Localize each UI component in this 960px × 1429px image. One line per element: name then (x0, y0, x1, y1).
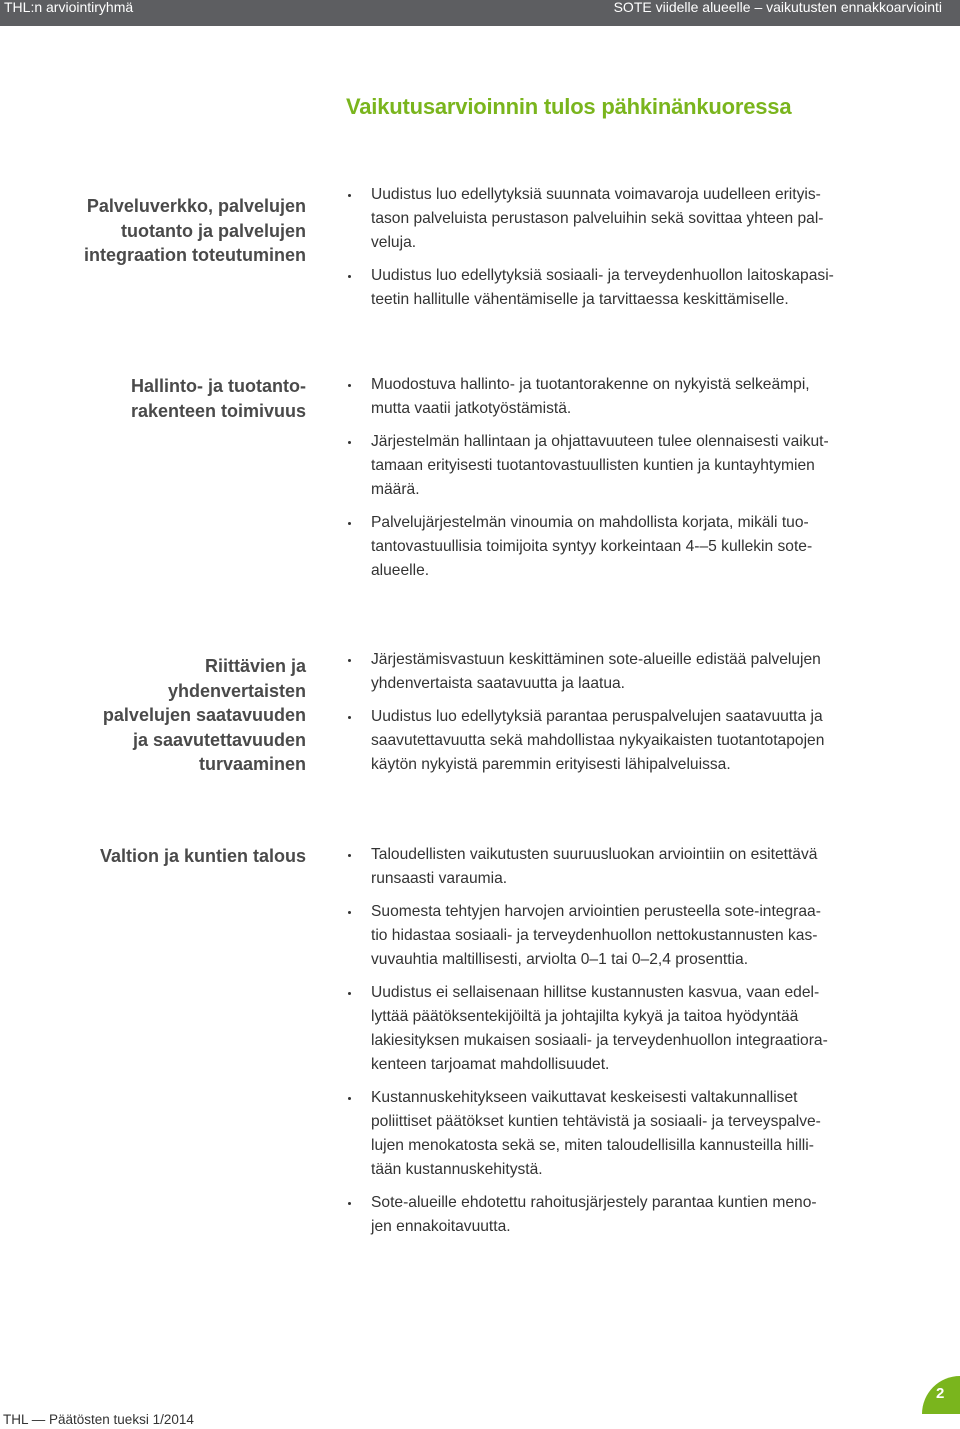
page-title: Vaikutusarvioinnin tulos pähkinänkuoressa (346, 94, 792, 119)
bullet-icon (348, 911, 351, 914)
section-heading (40, 194, 306, 268)
bullet-text-line: runsaasti varaumia. (371, 870, 508, 887)
bullet-item (348, 511, 894, 583)
section-heading-line: Riittävien ja (204, 656, 306, 676)
section-heading-line: rakenteen toimivuus (130, 400, 306, 421)
bullet-text-line: tamaan erityisesti tuotantovastuullisten kuntien ja kuntayhtymien (371, 457, 815, 474)
bullet-icon (348, 441, 351, 444)
bullet-text-line: Järjestämisvastuun keskittäminen sote-alueille edistää palvelujen (371, 651, 821, 668)
footer-publication: THL — Päätösten tueksi 1/2014 (3, 1412, 194, 1427)
bullet-text-line: tään kustannuskehitystä. (371, 1161, 543, 1178)
bullet-icon (348, 659, 351, 662)
section-heading (40, 844, 306, 869)
bullet-text-line: poliittiset päätökset kuntien tehtävistä ja sosiaali- ja terveyspalve- (371, 1113, 821, 1130)
section-heading (40, 374, 306, 423)
header-bar (0, 0, 960, 26)
bullet-item (348, 981, 894, 1077)
bullet-text-line: vuvauhtia maltillisesti, arviolta 0–1 tai 0–2,4 prosenttia. (371, 951, 749, 968)
bullet-icon (348, 716, 351, 719)
bullet-text-line: Uudistus luo edellytyksiä suunnata voimavaroja uudelleen erityis- (371, 186, 821, 203)
bullet-text-line: Muodostuva hallinto- ja tuotantorakenne on nykyistä selkeämpi, (371, 376, 810, 393)
bullet-text-line: yhdenvertaista saatavuutta ja laatua. (371, 675, 625, 692)
section-heading-line: tuotanto ja palvelujen (120, 220, 306, 241)
page-number-badge (922, 1376, 960, 1414)
bullet-text-line: Kustannuskehitykseen vaikuttavat keskeisesti valtakunnalliset (371, 1089, 798, 1106)
bullet-text-line: alueelle. (371, 562, 430, 579)
section-heading-line: ja saavutettavuuden (132, 729, 306, 750)
bullet-text-line: teetin hallitulle vähentämiselle ja tarvittaessa keskittämiselle. (371, 291, 789, 308)
section-heading-line: palvelujen saatavuuden (102, 705, 306, 725)
bullet-text-line: lakiesityksen mukaisen sosiaali- ja terveydenhuollon integraatiora- (371, 1032, 828, 1049)
bullet-icon (348, 384, 351, 387)
bullet-text-line: määrä. (371, 481, 420, 498)
bullet-text-line: lujen menokatosta sekä se, miten taloudellisilla kannusteilla hilli- (371, 1137, 814, 1154)
bullet-text-line: Uudistus ei sellaisenaan hillitse kustannusten kasvua, vaan edel- (371, 984, 820, 1001)
bullet-text-line: Uudistus luo edellytyksiä sosiaali- ja terveydenhuollon laitoskapasi- (371, 267, 834, 284)
bullet-text-line: tio hidastaa sosiaali- ja terveydenhuollon nettokustannusten kas- (371, 927, 818, 944)
bullet-item (348, 430, 894, 502)
bullet-list (348, 183, 894, 312)
bullet-text-line: tantovastuullisia toimijoita syntyy korkeintaan 4-–5 kullekin sote- (371, 538, 813, 555)
section-heading-line: integraation toteutuminen (84, 245, 306, 265)
header-report-title: SOTE viidelle alueelle – vaikutusten ennakkoarviointi (613, 0, 942, 15)
bullet-text-line: tason palveluista perustason palveluihin sekä sovittaa yhteen pal- (371, 210, 824, 227)
bullet-text-line: Sote-alueille ehdotettu rahoitusjärjestely parantaa kuntien meno- (371, 1194, 817, 1211)
bullet-text-line: saavutettavuutta sekä mahdollistaa nykyaikaisten tuotantotapojen (371, 732, 825, 749)
bullet-text-line: mutta vaatii jatkotyöstämistä. (371, 400, 572, 417)
bullet-list (348, 648, 894, 777)
bullet-item (348, 264, 894, 312)
bullet-item (348, 183, 894, 255)
bullet-item (348, 1086, 894, 1182)
bullet-text-line: Uudistus luo edellytyksiä parantaa peruspalvelujen saatavuutta ja (371, 708, 823, 725)
bullet-icon (348, 275, 351, 278)
bullet-icon (348, 1202, 351, 1205)
bullet-icon (348, 194, 351, 197)
bullet-item (348, 648, 894, 696)
bullet-text-line: Suomesta tehtyjen harvojen arviointien perusteella sote-integraa- (371, 903, 821, 920)
bullet-list (348, 843, 894, 1239)
bullet-item (348, 900, 894, 972)
bullet-text-line: veluja. (371, 234, 417, 251)
section-heading-line: Valtion ja kuntien talous (99, 846, 306, 866)
bullet-icon (348, 992, 351, 995)
page-number: 2 (936, 1385, 945, 1402)
bullet-icon (348, 854, 351, 857)
bullet-item (348, 1191, 894, 1239)
section-heading-line: turvaaminen (198, 754, 306, 774)
section-heading-line: Hallinto- ja tuotanto- (131, 376, 306, 396)
bullet-text-line: lyttää päätöksentekijöiltä ja johtajilta kykyä ja taitoa hyödyntää (371, 1008, 799, 1025)
bullet-text-line: käytön nykyistä paremmin erityisesti lähipalveluissa. (371, 756, 731, 773)
bullet-item (348, 705, 894, 777)
bullet-icon (348, 522, 351, 525)
section-heading-line: Palveluverkko, palvelujen (86, 196, 306, 216)
section-heading-line: yhdenvertaisten (167, 680, 306, 701)
bullet-icon (348, 1097, 351, 1100)
bullet-list (348, 373, 894, 583)
section-heading (40, 654, 306, 777)
bullet-text-line: jen ennakoitavuutta. (371, 1218, 511, 1235)
bullet-text-line: kenteen tarjoamat mahdollisuudet. (371, 1056, 610, 1073)
bullet-item (348, 843, 894, 891)
bullet-text-line: Taloudellisten vaikutusten suuruusluokan arviointiin on esitettävä (371, 846, 818, 863)
bullet-text-line: Palvelujärjestelmän vinoumia on mahdollista korjata, mikäli tuo- (371, 514, 809, 531)
bullet-item (348, 373, 894, 421)
header-organization: THL:n arviointiryhmä (4, 0, 134, 15)
bullet-text-line: Järjestelmän hallintaan ja ohjattavuuteen tulee olennaisesti vaikut- (371, 433, 829, 450)
